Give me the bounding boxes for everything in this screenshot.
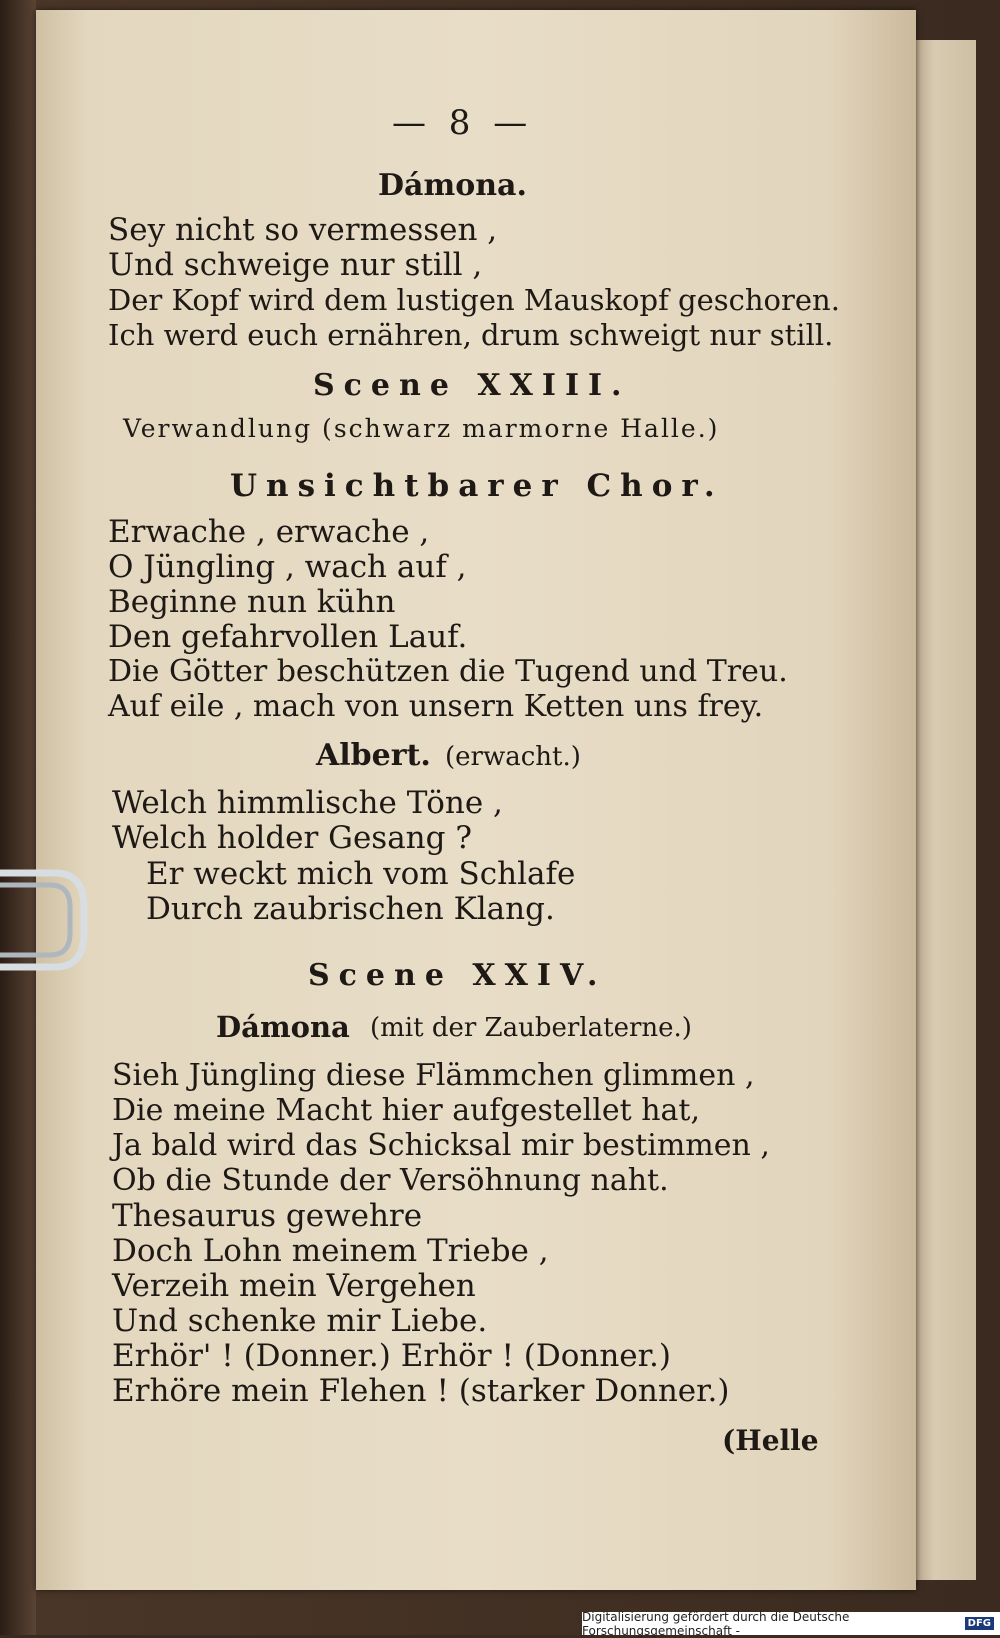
verse-line: Und schweige nur still ,: [108, 247, 483, 283]
verse-line: Sieh Jüngling diese Flämmchen glimmen ,: [112, 1058, 755, 1093]
speaker-chor: Unsichtbarer Chor.: [230, 468, 724, 504]
verse-line: Welch himmlische Töne ,: [112, 785, 503, 821]
verse-line: Welch holder Gesang ?: [112, 820, 472, 856]
verse-line: Durch zaubrischen Klang.: [146, 891, 555, 927]
verse-line: Thesaurus gewehre: [112, 1198, 423, 1234]
credit-text: Digitalisierung gefördert durch die Deutsche Forschungsgemeinschaft -: [582, 1609, 850, 1638]
dfg-logo: DFG: [965, 1617, 994, 1630]
verse-line: Den gefahrvollen Lauf.: [108, 619, 468, 655]
paper-clip-image: [0, 855, 92, 985]
speaker-damona: Dámona.: [378, 168, 527, 203]
verse-line: Doch Lohn meinem Triebe ,: [112, 1233, 549, 1269]
scene-heading: Scene XXIII.: [313, 368, 631, 403]
verse-line: Auf eile , mach von unsern Ketten uns frey.: [108, 689, 764, 724]
verse-line: Verzeih mein Vergehen: [112, 1268, 476, 1304]
verse-line: O Jüngling , wach auf ,: [108, 549, 467, 585]
verse-line: Erhör' ! (Donner.) Erhör ! (Donner.): [112, 1338, 671, 1374]
scene-heading: Scene XXIV.: [308, 958, 607, 993]
facing-page-edge: [916, 40, 976, 1580]
verse-line: Der Kopf wird dem lustigen Mauskopf geschoren.: [108, 283, 840, 317]
verse-line: Die meine Macht hier aufgestellet hat,: [112, 1093, 701, 1128]
speaker-damona: Dámona: [216, 1010, 350, 1044]
verse-line: Er weckt mich vom Schlafe: [146, 856, 576, 892]
stage-direction: (mit der Zauberlaterne.): [370, 1013, 692, 1043]
verse-line: Ich werd euch ernähren, drum schweigt nur still.: [108, 318, 834, 352]
verse-line: Ob die Stunde der Versöhnung naht.: [112, 1163, 669, 1198]
verse-line: Ja bald wird das Schicksal mir bestimmen ,: [112, 1128, 770, 1163]
verse-line: Sey nicht so vermessen ,: [108, 212, 498, 248]
stage-direction: Verwandlung (schwarz marmorne Halle.): [123, 414, 720, 443]
verse-line: Erhöre mein Flehen ! (starker Donner.): [112, 1373, 730, 1409]
verse-line: Die Götter beschützen die Tugend und Treu.: [108, 654, 788, 689]
catchword: (Helle: [722, 1424, 819, 1457]
verse-line: Und schenke mir Liebe.: [112, 1303, 488, 1339]
book-spine-shadow: [0, 0, 36, 1635]
speaker-albert: Albert.: [316, 738, 431, 773]
digitization-credit: [582, 1609, 1000, 1638]
page-number: — 8 —: [392, 103, 534, 143]
verse-line: Erwache , erwache ,: [108, 514, 430, 550]
verse-line: Beginne nun kühn: [108, 584, 396, 620]
stage-direction: (erwacht.): [445, 742, 581, 772]
